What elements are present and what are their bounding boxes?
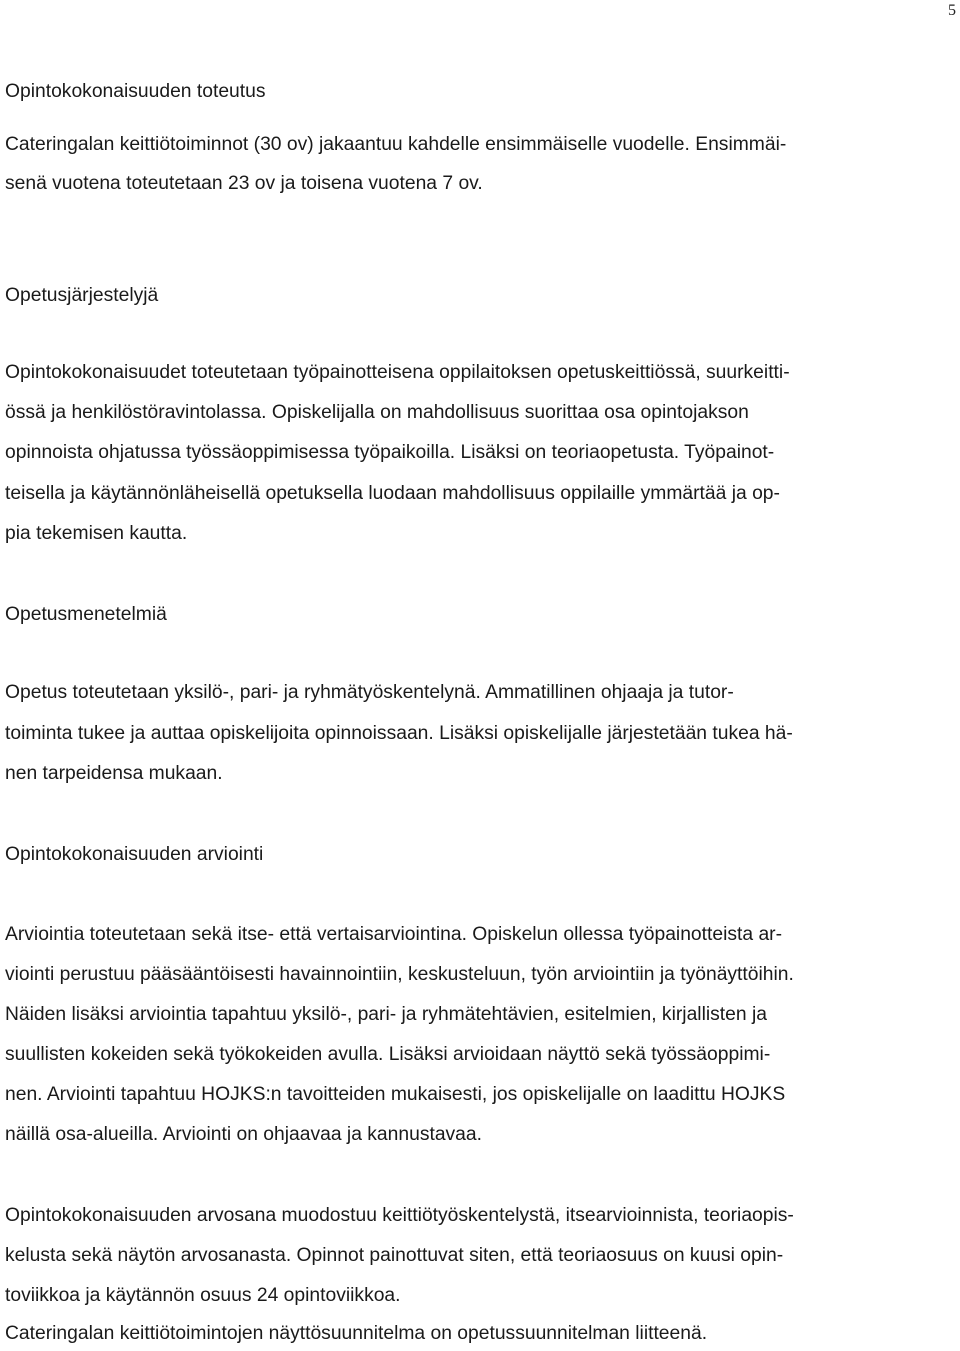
paragraph-line: toiminta tukee ja auttaa opiskelijoita opinnoissaan. Lisäksi opiskelijalle järjestetään tukea hä- xyxy=(5,723,793,744)
section-heading: Opintokokonaisuuden arviointi xyxy=(5,844,264,865)
paragraph-line: kelusta sekä näytön arvosanasta. Opinnot painottuvat siten, että teoriaosuus on kuusi opin- xyxy=(5,1245,784,1266)
paragraph-line: pia tekemisen kautta. xyxy=(5,523,188,544)
paragraph-line: toviikkoa ja käytännön osuus 24 opintoviikkoa. xyxy=(5,1285,401,1306)
paragraph-line: Opetus toteutetaan yksilö-, pari- ja ryhmätyöskentelynä. Ammatillinen ohjaaja ja tutor- xyxy=(5,682,734,703)
paragraph-line: teisella ja käytännönläheisellä opetuksella luodaan mahdollisuus oppilaille ymmärtää ja op- xyxy=(5,483,780,504)
paragraph-line: Opintokokonaisuudet toteutetaan työpainotteisena oppilaitoksen opetuskeittiössä, suurkeitti- xyxy=(5,362,790,383)
paragraph-line: Näiden lisäksi arviointia tapahtuu yksilö-, pari- ja ryhmätehtävien, esitelmien, kirjallisten ja xyxy=(5,1004,767,1025)
section-heading: Opintokokonaisuuden toteutus xyxy=(5,81,266,102)
paragraph-line: näillä osa-alueilla. Arviointi on ohjaavaa ja kannustavaa. xyxy=(5,1124,482,1145)
paragraph-line: Cateringalan keittiötoimintojen näyttösuunnitelma on opetussuunnitelman liitteenä. xyxy=(5,1323,708,1344)
section-heading: Opetusmenetelmiä xyxy=(5,604,167,625)
paragraph-line: Opintokokonaisuuden arvosana muodostuu keittiötyöskentelystä, itsearvioinnista, teoriaopis- xyxy=(5,1205,794,1226)
paragraph-line: össä ja henkilöstöravintolassa. Opiskelijalla on mahdollisuus suorittaa osa opintojakson xyxy=(5,402,749,423)
page-number: 5 xyxy=(948,2,956,19)
paragraph-line: Cateringalan keittiötoiminnot (30 ov) jakaantuu kahdelle ensimmäiselle vuodelle. Ensimmäi- xyxy=(5,134,787,155)
paragraph-line: senä vuotena toteutetaan 23 ov ja toisena vuotena 7 ov. xyxy=(5,173,483,194)
section-heading: Opetusjärjestelyjä xyxy=(5,285,159,306)
paragraph-line: opinnoista ohjatussa työssäoppimisessa työpaikoilla. Lisäksi on teoriaopetusta. Työpainot- xyxy=(5,442,775,463)
paragraph-line: viointi perustuu pääsääntöisesti havainnointiin, keskusteluun, työn arviointiin ja työnäyttöihin. xyxy=(5,964,794,985)
paragraph-line: suullisten kokeiden sekä työkokeiden avulla. Lisäksi arvioidaan näyttö sekä työssäoppimi- xyxy=(5,1044,771,1065)
paragraph-line: nen tarpeidensa mukaan. xyxy=(5,763,223,784)
paragraph-line: nen. Arviointi tapahtuu HOJKS:n tavoitteiden mukaisesti, jos opiskelijalle on laadittu HOJKS xyxy=(5,1084,786,1105)
paragraph-line: Arviointia toteutetaan sekä itse- että vertaisarviointina. Opiskelun ollessa työpainotteista ar- xyxy=(5,924,783,945)
